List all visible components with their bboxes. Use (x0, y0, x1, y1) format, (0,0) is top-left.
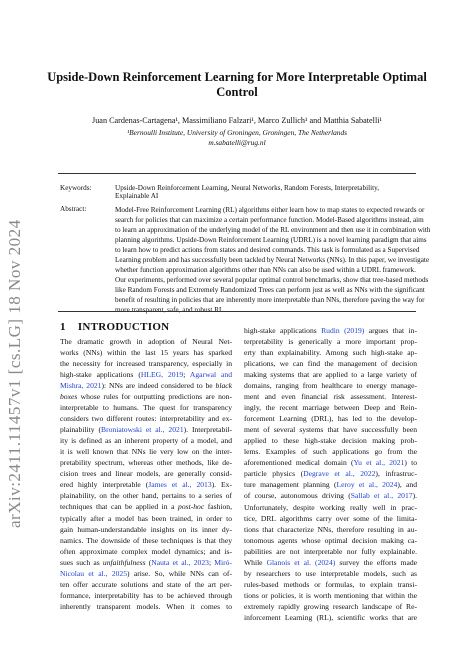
text-run: the necessity for increased transparency, especially in (60, 359, 232, 369)
text-run: ). Interpretabil- (183, 425, 233, 435)
right-column-line (244, 457, 417, 468)
text-run: it is well known that NNs lie very low on the inter- (60, 447, 232, 457)
text-run: post-hoc (178, 502, 205, 512)
text-run: plainability, on the other hand, pertains to a series of (60, 491, 232, 501)
citation-link[interactable]: Yu et al., 2021 (353, 458, 405, 468)
text-run: ten offer accurate solutions and state of the art per- (60, 579, 232, 589)
citation-link[interactable]: Broniatowski et al., 2021 (101, 425, 184, 435)
citation-link[interactable]: Miró- (214, 557, 232, 567)
left-column-line (60, 468, 232, 479)
text-run: formance, interpretability has to be achieved through (60, 590, 232, 600)
abstract-line: benefit of resulting in policies that are inherently more interpretable than NNs, therefore paving the way for (115, 296, 425, 305)
section-number: 1 (60, 321, 66, 333)
text-run: unfaithfulness (102, 557, 146, 567)
left-column-line (60, 391, 232, 402)
text-run: high-stake applications ( (60, 370, 141, 380)
abstract-line: like Random Forests and Extremely Randomized Trees can perform just as well as NNs with the significant (115, 286, 425, 295)
text-run: forcement Learning (DRL), has led to the develop- (244, 414, 417, 424)
right-column-line (244, 347, 417, 358)
right-column-line (244, 524, 417, 535)
citation-link[interactable]: Mishra, 2021 (60, 381, 102, 391)
right-column-line (244, 402, 417, 413)
text-run: cision trees and linear models, are generally consid- (60, 469, 232, 479)
text-run: ered highly interpretable ( (60, 480, 149, 490)
abstract-line: planning algorithms. Upside-Down Reinforcement Learning (UDRL) is a novel learning paradigm that aims (115, 236, 427, 245)
abstract-line: to learn how to predict actions from states and desired commands. This task is formulated as a Supervised (115, 246, 420, 255)
right-column-line (244, 479, 417, 490)
text-run: ; (208, 557, 215, 567)
text-run: Unfortunately, despite working really well in prac- (244, 502, 417, 512)
citation-link[interactable]: Degrave et al., 2022 (303, 469, 376, 479)
text-run: interpretable to humans. The quest for transparency (60, 403, 232, 413)
text-run: ingly, the recent marriage between Deep and Rein- (244, 403, 417, 413)
contact-email: m.sabatelli@rug.nl (208, 137, 266, 147)
text-run: terpretability is generically a more important prop- (244, 337, 417, 347)
text-run: gain human-understandable insights on its inner dy- (60, 524, 232, 534)
abstract-text (115, 205, 431, 316)
text-run: tonomous agents whose optimal decision making ca- (244, 535, 417, 545)
text-run: argues that in- (364, 326, 417, 335)
left-column-line (60, 413, 232, 424)
right-column-line (244, 513, 417, 524)
text-run: extremely rapidly growing research landscape of Re- (244, 601, 417, 611)
title-line-2: Control (216, 85, 258, 99)
text-run: fashion, (204, 502, 233, 512)
text-run: ), and (397, 480, 417, 490)
text-run: ). Ex- (211, 480, 232, 490)
left-column-line (60, 358, 232, 369)
section-heading (60, 321, 169, 333)
text-run: by researchers to use interpretable models, such as (244, 568, 417, 578)
abstract-line: whether function approximation algorithms other than NNs can also be used within a UDRL framework. (115, 266, 416, 275)
left-column-line (60, 490, 232, 501)
text-run: inforcement Learning (RL), scientific works that are (244, 612, 417, 622)
text-run: ity is defined as an inherent property of a model, and (60, 436, 232, 446)
text-run: boxes (60, 392, 78, 402)
right-column-line (244, 557, 417, 568)
citation-link[interactable]: Glanois et al. (2024) (266, 557, 336, 567)
right-column-line (244, 325, 417, 336)
text-run: namics. The downside of these techniques is that they (60, 535, 232, 545)
right-column-line (244, 435, 417, 446)
citation-link[interactable]: Sallab et al., 2017 (350, 491, 413, 501)
text-run: ) arise. So, while NNs can of- (127, 568, 232, 578)
right-column-line (244, 391, 417, 402)
text-run: The dramatic growth in adoption of Neural Net- (60, 337, 232, 346)
text-run: often approximate complex model dynamics; and is- (60, 546, 232, 556)
left-column-line (60, 601, 232, 612)
keywords-text: Upside-Down Reinforcement Learning, Neural Networks, Random Forests, Interpretability, Explainable AI (115, 184, 380, 200)
text-run: particle physics ( (244, 469, 304, 479)
right-column-line (244, 336, 417, 347)
right-column-line (244, 590, 417, 601)
citation-link[interactable]: HLEG, 2019 (140, 370, 184, 380)
left-column-line (60, 524, 232, 535)
text-run: ture management planning ( (244, 480, 337, 490)
text-run: high-stake applications (244, 326, 322, 335)
text-run: pabilities are not interpretable nor fully explainable. (244, 546, 417, 556)
citation-link[interactable]: James et al., 2013 (148, 480, 212, 490)
affiliation-block (40, 128, 434, 147)
right-column-line (244, 546, 417, 557)
left-column-line (60, 446, 232, 457)
right-column-line (244, 502, 417, 513)
text-run: ) to (404, 458, 417, 468)
paper-title (40, 70, 434, 100)
citation-link[interactable]: Leroy et al., 2024 (336, 480, 398, 490)
text-run: applied to these high-stake decision making prob- (244, 436, 417, 446)
left-column-line (60, 435, 232, 446)
right-column-line (244, 413, 417, 424)
left-column-line (60, 513, 232, 524)
right-column-line (244, 579, 417, 590)
right-column-line (244, 446, 417, 457)
section-title: INTRODUCTION (77, 321, 170, 333)
right-column-line (244, 358, 417, 369)
text-run: domains, ranging from healthcare to energy manage- (244, 381, 417, 391)
text-run: plications, we can find the management of decision (244, 359, 417, 369)
left-column-line (60, 402, 232, 413)
citation-link[interactable]: Nicolau et al., 2025 (60, 568, 128, 578)
text-run: erty than explainability. Among such high-stake ap- (244, 348, 417, 358)
text-run: ment of several systems that have successfully been (244, 425, 417, 435)
bottom-divider (58, 311, 416, 312)
text-run: While (244, 557, 267, 567)
author-list: Juan Cardenas-Cartagena¹, Massimiliano Falzari¹, Marco Zullich¹ and Matthia Sabatelli¹ (92, 116, 382, 125)
citation-link[interactable]: Rudin (2019) (321, 326, 365, 335)
text-run: ; (183, 370, 190, 380)
text-run: lems. Examples of such applications go from the (244, 447, 417, 457)
left-column-line (60, 546, 232, 557)
text-run: ). (412, 491, 417, 501)
abstract-line: Learning problem and has successfully been tackled by Neural Networks (NNs). In this paper, we investigate (115, 256, 430, 265)
text-run: ), infrastruc- (375, 469, 418, 479)
abstract-line: Our experiments, performed over several popular optimal control benchmarks, show that tree-based methods (115, 276, 429, 285)
right-column (244, 325, 417, 623)
text-run: ment and even financial risk assessment. Interest- (244, 392, 417, 402)
right-column-line (244, 468, 417, 479)
text-run: rules-based methods or formulas, to explain transi- (244, 579, 417, 589)
left-column-line (60, 380, 232, 391)
left-column-line (60, 479, 232, 490)
affiliation: ¹Bernoulli Institute, University of Groningen, Groningen, The Netherlands (126, 128, 348, 137)
right-column-line (244, 369, 417, 380)
text-run: considers two different routes: interpretability and ex- (60, 414, 232, 424)
left-column-line (60, 579, 232, 590)
left-column-line (60, 369, 232, 380)
arxiv-id: arXiv:2411.11457v1 [cs.LG] 18 Nov 2024 (5, 219, 24, 528)
right-column-line (244, 568, 417, 579)
left-column (60, 336, 232, 612)
arxiv-watermark (3, 150, 27, 530)
text-run: aforementioned medical domain ( (244, 458, 354, 468)
abstract-label: Abstract: (60, 205, 87, 213)
right-column-line (244, 612, 417, 623)
text-run: works (NNs) within the last 15 years has sparked (60, 348, 232, 358)
citation-link[interactable]: Agarwal and (189, 370, 233, 380)
right-column-line (244, 424, 417, 435)
abstract-line: search for policies that can maximize a certain performance function. Model-Based algorithms instead, aim (115, 216, 424, 225)
right-column-line (244, 380, 417, 391)
abstract-line: more transparent, safe, and robust RL. (115, 306, 226, 315)
text-run: tions or policies, it is worth mentioning that within the (244, 590, 417, 600)
left-column-line (60, 535, 232, 546)
text-run: whose rules for outputting predictions are non- (77, 392, 232, 402)
text-run: sues such as (60, 557, 103, 567)
left-column-line (60, 424, 232, 435)
text-run: survey the efforts made (335, 557, 417, 567)
text-run: ): NNs are indeed considered to be (101, 381, 216, 391)
text-run: black (215, 381, 232, 391)
left-column-line (60, 501, 232, 512)
right-column-line (244, 490, 417, 501)
text-run: inherently transparent models. When it comes to (60, 601, 232, 611)
text-run: tions that characterize NNs, therefore resulting in au- (244, 524, 417, 534)
right-column-line (244, 601, 417, 612)
top-divider (58, 173, 416, 174)
left-column-line (60, 568, 232, 579)
title-line-1: Upside-Down Reinforcement Learning for More Interpretable Optimal (47, 70, 427, 84)
right-column-line (244, 535, 417, 546)
left-column-line (60, 557, 232, 568)
text-run: typically after a model has been trained, in order to (60, 513, 232, 523)
text-run: making systems that are applied to a large variety of (244, 370, 417, 380)
left-column-line (60, 457, 232, 468)
text-run: of course, autonomous driving ( (244, 491, 351, 501)
text-run: ( (145, 557, 152, 567)
keywords-label: Keywords: (60, 184, 92, 192)
text-run: plainability ( (60, 425, 102, 435)
left-column-line (60, 336, 232, 347)
citation-link[interactable]: Nauta et al., 2023 (151, 557, 209, 567)
left-column-line (60, 590, 232, 601)
text-run: pretability spectrum, whereas other methods, like de- (60, 458, 232, 468)
text-run: techniques that can be applied in a (60, 502, 179, 512)
abstract-line: to learn an approximation of the underlying model of the RL environment and then use it in combination with (115, 226, 431, 235)
abstract-line: Model-Free Reinforcement Learning (RL) algorithms either learn how to map states to expected rewards or (115, 206, 425, 214)
text-run: tice, DRL algorithms carry over some of the limita- (244, 513, 417, 523)
left-column-line (60, 347, 232, 358)
